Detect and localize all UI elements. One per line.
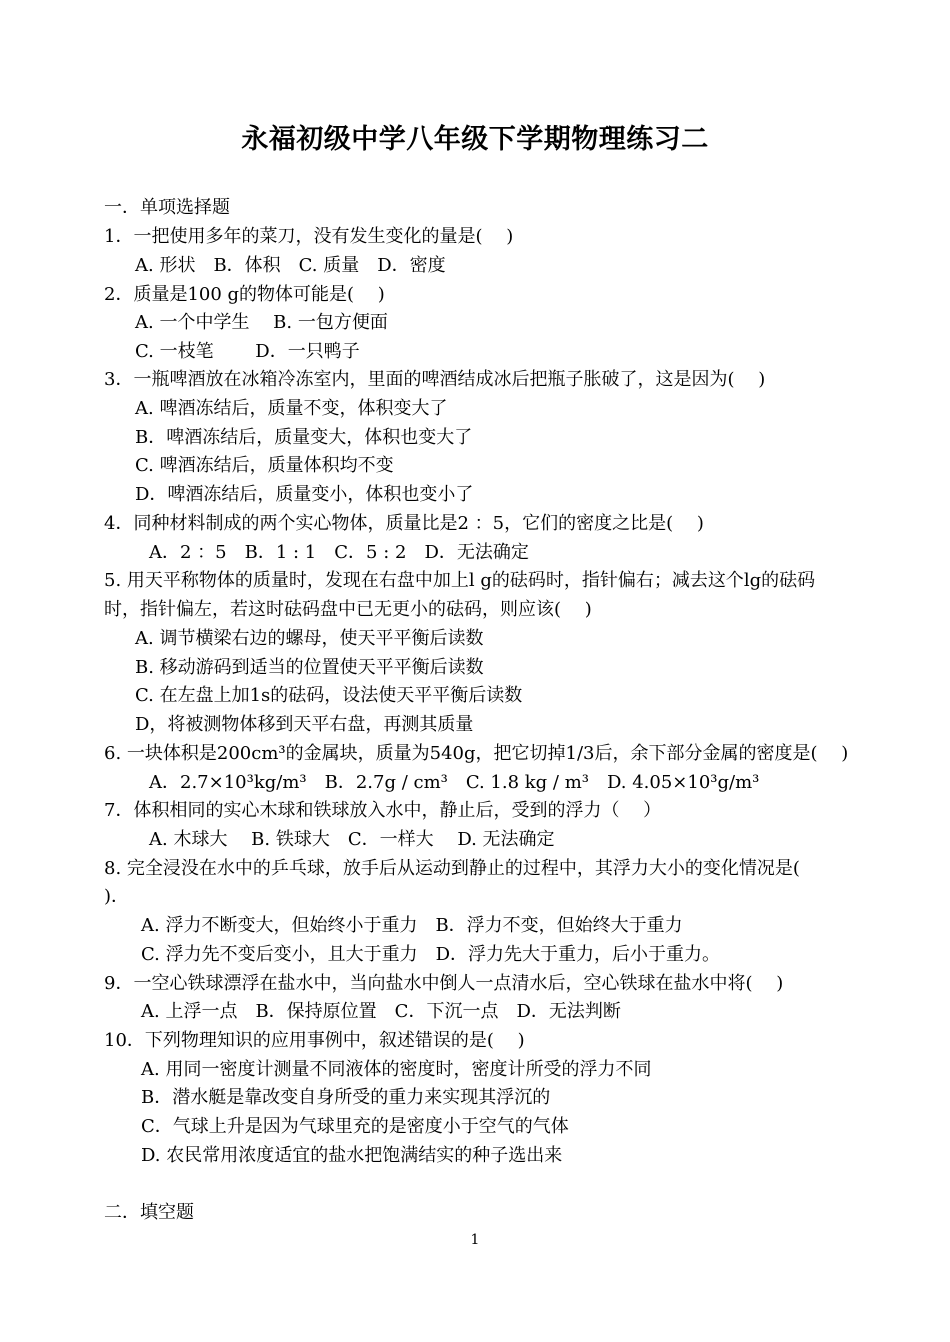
question-7: 7．体积相同的实心木球和铁球放入水中，静止后，受到的浮力（ ）: [104, 800, 662, 821]
page-title: 永福初级中学八年级下学期物理练习二: [241, 124, 709, 155]
question-8-line-2: )．: [104, 886, 130, 907]
question-2-options-ab: A. 一个中学生 B. 一包方便面: [135, 312, 388, 333]
section-heading-fill: 二．填空题: [104, 1202, 194, 1223]
question-3-option-d: D．啤酒冻结后，质量变小，体积也变小了: [135, 484, 474, 505]
question-8-options-ab: A. 浮力不断变大，但始终小于重力 B．浮力不变，但始终大于重力: [141, 915, 683, 936]
question-9: 9．一空心铁球漂浮在盐水中，当向盐水中倒人一点清水后，空心铁球在盐水中将( ): [104, 973, 784, 994]
question-6-options: A．2.7×10³kg/m³ B．2.7g / cm³ C. 1.8 kg / m³ D. 4.05×10³g/m³: [149, 772, 760, 793]
question-5-option-c: C. 在左盘上加1s的砝码，设法使天平平衡后读数: [135, 685, 523, 706]
question-2: 2．质量是100 g的物体可能是( ): [104, 284, 385, 305]
question-10-option-d: D. 农民常用浓度适宜的盐水把饱满结实的种子选出来: [141, 1145, 563, 1166]
question-5-line-1: 5. 用天平称物体的质量时，发现在右盘中加上l g的砝码时，指针偏右；减去这个lg的砝码: [104, 570, 816, 591]
question-2-options-cd: C. 一枝笔 D．一只鸭子: [135, 341, 360, 362]
question-10-option-c: C．气球上升是因为气球里充的是密度小于空气的气体: [141, 1116, 569, 1137]
question-3-option-c: C. 啤酒冻结后，质量体积均不变: [135, 455, 394, 476]
question-8-line-1: 8. 完全浸没在水中的乒乓球，放手后从运动到静止的过程中，其浮力大小的变化情况是(: [104, 858, 800, 879]
question-1-options: A. 形状 B．体积 C. 质量 D．密度: [135, 255, 446, 276]
question-6: 6. 一块体积是200cm³的金属块，质量为540g，把它切掉1/3后，余下部分金属的密度是( ): [104, 743, 849, 764]
question-5-line-2: 时，指针偏左，若这时砝码盘中已无更小的砝码，则应该( ): [104, 599, 592, 620]
question-5-option-a: A. 调节横梁右边的螺母，使天平平衡后读数: [135, 628, 484, 649]
question-5-option-b: B. 移动游码到适当的位置使天平平衡后读数: [135, 657, 484, 678]
question-9-options: A. 上浮一点 B．保持原位置 C．下沉一点 D．无法判断: [141, 1001, 621, 1022]
question-3-option-b: B．啤酒冻结后，质量变大，体积也变大了: [135, 427, 473, 448]
section-heading-choice: 一．单项选择题: [104, 197, 230, 218]
question-10-option-b: B．潜水艇是靠改变自身所受的重力来实现其浮沉的: [141, 1087, 551, 1108]
question-4-options: A．2 ：5 B．1 : 1 C．5 : 2 D．无法确定: [149, 542, 529, 563]
question-3-option-a: A. 啤酒冻结后，质量不变，体积变大了: [135, 398, 448, 419]
question-10-option-a: A. 用同一密度计测量不同液体的密度时，密度计所受的浮力不同: [141, 1059, 652, 1080]
question-5-option-d: D，将被测物体移到天平右盘，再测其质量: [135, 714, 474, 735]
question-8-options-cd: C. 浮力先不变后变小，且大于重力 D．浮力先大于重力，后小于重力。: [141, 944, 721, 965]
question-4: 4．同种材料制成的两个实心物体，质量比是2 ：5，它们的密度之比是( ): [104, 513, 704, 534]
question-10: 10．下列物理知识的应用事例中，叙述错误的是( ): [104, 1030, 525, 1051]
question-7-options: A. 木球大 B. 铁球大 C．一样大 D. 无法确定: [149, 829, 555, 850]
question-3: 3．一瓶啤酒放在冰箱冷冻室内，里面的啤酒结成冰后把瓶子胀破了，这是因为( ): [104, 369, 766, 390]
page-number: 1: [470, 1232, 480, 1248]
question-1: 1．一把使用多年的菜刀，没有发生变化的量是( ): [104, 226, 514, 247]
